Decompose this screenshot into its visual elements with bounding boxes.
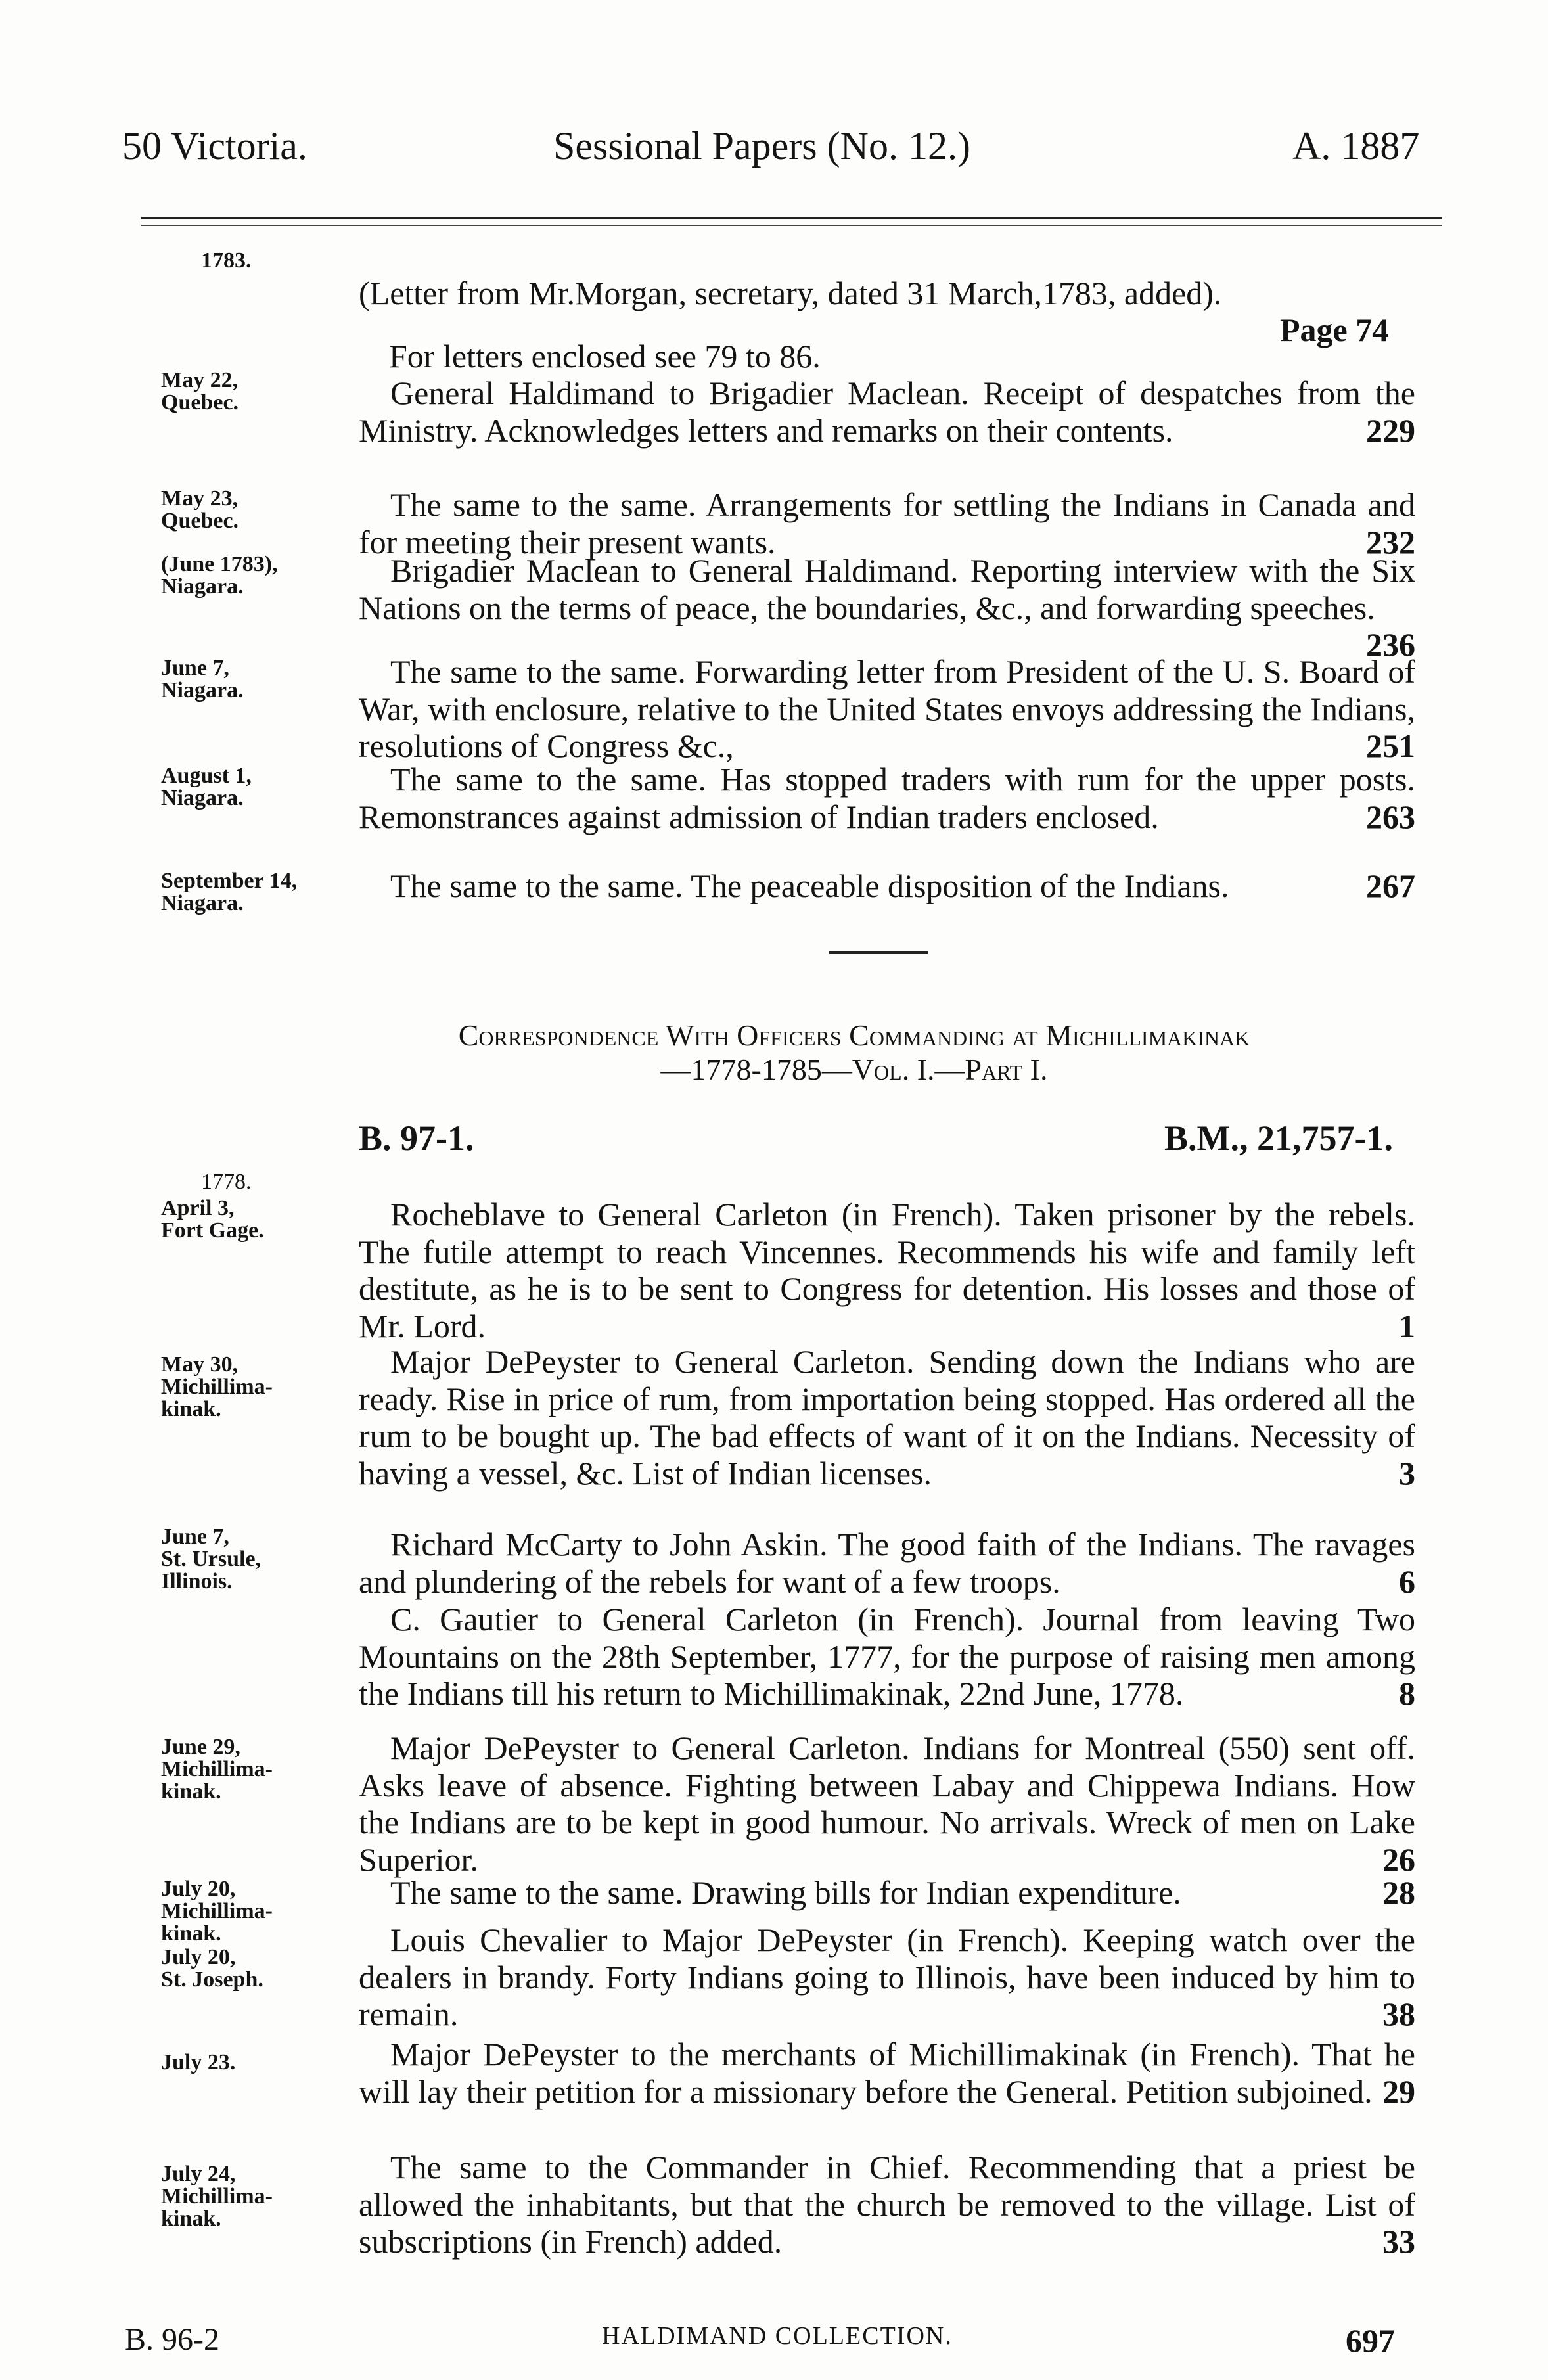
entry-margin-date: May 23, Quebec. (161, 486, 239, 533)
entry-body: Major DePeyster to General Carleton. Sending down the Indians who are ready. Rise in price of rum, from importation being stopped. Has ordered all the rum to be bought up. The bad effects of want of it on the Indians. Necessity of having a vessel, &c. List of Indian licenses. (359, 1343, 1415, 1492)
entry-text (359, 1196, 1415, 1344)
section2-subtitle: —1778-1785—Vol. I.—Part I. (660, 1053, 1048, 1086)
entry-margin-date: June 7, Niagara. (161, 656, 244, 702)
footer-volume: B. 96-2 (125, 2322, 219, 2357)
ref-left: B. 97-1. (359, 1118, 474, 1158)
entry-page: 8 (1399, 1675, 1415, 1712)
entry-text (359, 1526, 1415, 1600)
header-rule (141, 217, 1442, 219)
entry-page: 29 (1382, 2072, 1415, 2110)
entry-margin-date: May 22, Quebec. (161, 368, 239, 415)
entry-page: 28 (1382, 1874, 1415, 1911)
entry-body: Louis Chevalier to Major DePeyster (in French). Keeping watch over the dealers in brandy. Forty Indians going to Illinois, have been induced by him to remain. (359, 1921, 1415, 2032)
entry-margin-date: July 23. (161, 2050, 236, 2074)
entry-page: 251 (1366, 727, 1415, 764)
entry-text (359, 2036, 1415, 2110)
entry-text (359, 1343, 1415, 1492)
section2-title: Correspondence With Officers Commanding at Michillimakinak (458, 1018, 1250, 1052)
entry-page: 1 (1399, 1307, 1415, 1344)
entry-page: 267 (1366, 867, 1415, 904)
entry-margin-date: May 30, Michillima- kinak. (161, 1352, 273, 1421)
entry-body: Major DePeyster to the merchants of Michillimakinak (in French). That he will lay their petition for a missionary before the General. Petition subjoined. (359, 2036, 1415, 2110)
entry-body: The same to the same. The peaceable disposition of the Indians. (390, 867, 1229, 904)
entry-page: 232 (1366, 523, 1415, 561)
entry-text (359, 2149, 1415, 2260)
entry-page: 33 (1382, 2223, 1415, 2260)
entry-body: General Haldimand to Brigadier Maclean. Receipt of despatches from the Ministry. Acknowledges letters and remarks on their contents. (359, 375, 1415, 449)
entry-text (359, 1601, 1415, 1712)
section1-note-page: Page 74 (1280, 311, 1389, 348)
header-rule-thin (141, 225, 1442, 226)
entry-body: Brigadier Maclean to General Haldimand. Reporting interview with the Six Nations on the terms of peace, the boundaries, &c., and forwarding speeches. (359, 552, 1415, 626)
entry-body: C. Gautier to General Carleton (in French). Journal from leaving Two Mountains on the 28th September, 1777, for the purpose of raising men among the Indians till his return to Michillimakinak, 22nd June, 1778. (359, 1601, 1415, 1712)
section1-enclosed: For letters enclosed see 79 to 86. (389, 338, 821, 375)
entry-body: The same to the same. Drawing bills for Indian expenditure. (390, 1874, 1181, 1911)
entry-margin-date: April 3, Fort Gage. (161, 1196, 264, 1243)
section1-year: 1783. (201, 248, 252, 273)
entry-margin-date: July 24, Michillima- kinak. (161, 2162, 273, 2231)
entry-page: 229 (1366, 411, 1415, 449)
page-footer (125, 2322, 1409, 2361)
entry-text (359, 486, 1415, 561)
entry-margin-date: June 7, St. Ursule, Illinois. (161, 1524, 262, 1593)
entry-body: Major DePeyster to General Carleton. Indians for Montreal (550) sent off. Asks leave of absence. Fighting between Labay and Chippewa Indians. How the Indians are to be kept in good humour. No arrivals. Wreck of men on Lake Superior. (359, 1729, 1415, 1878)
entry-text (359, 761, 1415, 835)
section-divider (829, 951, 928, 954)
entry-body: The same to the same. Forwarding letter from President of the U. S. Board of War, with enclosure, relative to the United States envoys addressing the Indians, resolutions of Congress &c., (359, 653, 1415, 764)
entry-body: The same to the Commander in Chief. Recommending that a priest be allowed the inhabitants, but that the church be removed to the village. List of subscriptions (in French) added. (359, 2149, 1415, 2260)
entry-body: Rocheblave to General Carleton (in French). Taken prisoner by the rebels. The futile attempt to reach Vincennes. Recommends his wife and family left destitute, as he is to be sent to Congress for detention. His losses and those of Mr. Lord. (359, 1196, 1415, 1344)
entry-text (359, 1921, 1415, 2033)
footer-collection: HALDIMAND COLLECTION. (602, 2322, 953, 2350)
entry-text (359, 375, 1415, 449)
entry-margin-date: July 20, Michillima- kinak. (161, 1877, 273, 1946)
entry-margin-date: August 1, Niagara. (161, 764, 252, 810)
entry-margin-date: (June 1783), Niagara. (161, 552, 278, 599)
ref-right: B.M., 21,757-1. (1164, 1118, 1393, 1158)
header-year: A. 1887 (1292, 124, 1420, 168)
section2-year: 1778. (201, 1170, 252, 1194)
entry-margin-date: June 29, Michillima- kinak. (161, 1735, 273, 1804)
entry-text (359, 653, 1415, 765)
entry-body: Richard McCarty to John Askin. The good faith of the Indians. The ravages and plundering of the rebels for want of a few troops. (359, 1526, 1415, 1600)
entry-page: 3 (1399, 1454, 1415, 1492)
entry-margin-date: September 14, Niagara. (161, 869, 298, 915)
entry-page: 38 (1382, 1996, 1415, 2032)
entry-body: The same to the same. Has stopped traders with rum for the upper posts. Remonstrances against admission of Indian traders enclosed. (359, 761, 1415, 835)
running-header (122, 124, 1426, 176)
entry-page: 26 (1382, 1841, 1415, 1878)
entry-text (359, 1874, 1415, 1911)
entry-text (359, 867, 1415, 905)
entry-page: 6 (1399, 1563, 1415, 1600)
entry-margin-date: July 20, St. Joseph. (161, 1945, 263, 1992)
entry-page: 263 (1366, 798, 1415, 835)
entry-page: 236 (1366, 626, 1415, 663)
entry-text (359, 1729, 1415, 1878)
entry-text (359, 552, 1415, 664)
section1-note: (Letter from Mr.Morgan, secretary, dated 31 March,1783, added). (359, 275, 1222, 311)
header-title: Sessional Papers (No. 12.) (553, 124, 970, 168)
header-session: 50 Victoria. (122, 124, 307, 168)
entry-body: The same to the same. Arrangements for settling the Indians in Canada and for meeting their present wants. (359, 486, 1415, 561)
footer-page-number: 697 (1346, 2322, 1395, 2359)
